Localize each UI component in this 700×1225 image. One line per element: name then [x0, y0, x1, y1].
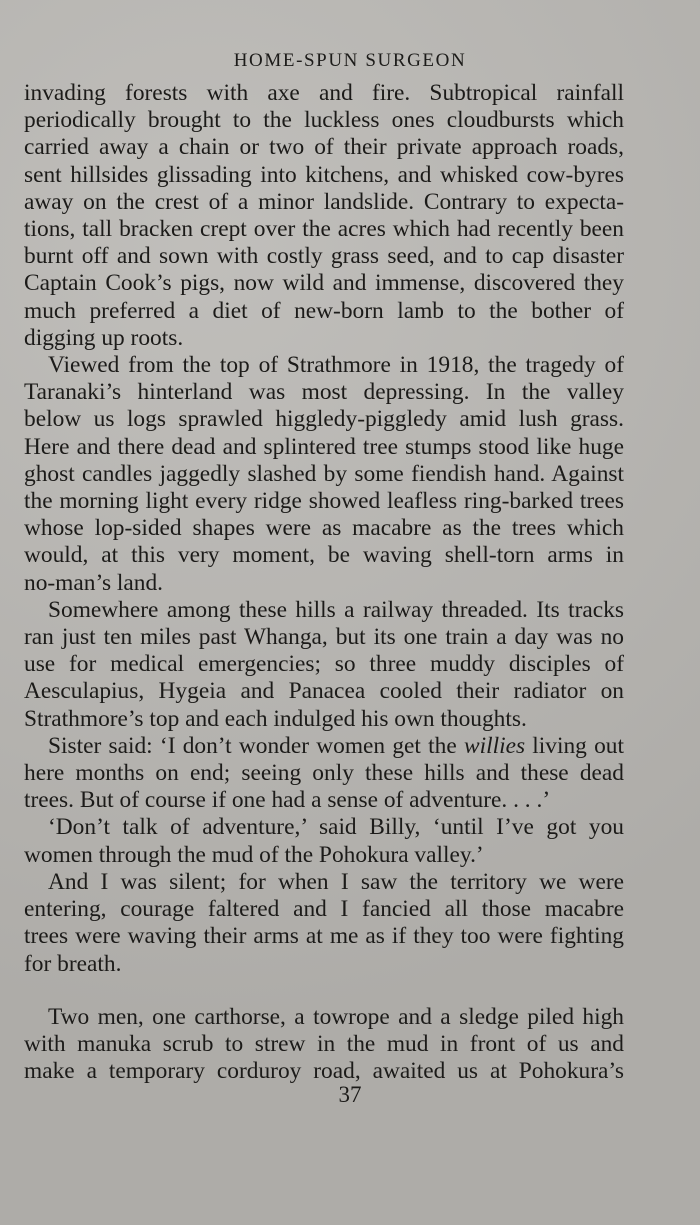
- text-line: sent hillsides glissading into kitchens, and whisked cow-byres: [24, 161, 624, 188]
- text-line: ‘Don’t talk of adventure,’ said Billy, ‘until I’ve got you: [48, 814, 624, 841]
- text-line: away on the crest of a minor landslide. Contrary to expecta-: [24, 188, 624, 215]
- text-line: digging up roots.: [24, 324, 184, 351]
- text-line: Somewhere among these hills a railway threaded. Its tracks: [48, 596, 624, 623]
- text-line: Strathmore’s top and each indulged his own thoughts.: [24, 705, 527, 732]
- text-line: Taranaki’s hinterland was most depressing. In the valley: [24, 379, 624, 406]
- text-line: And I was silent; for when I saw the territory we were: [48, 868, 624, 895]
- text-line: whose lop-sided shapes were as macabre as the trees which: [24, 515, 624, 542]
- text-line: Captain Cook’s pigs, now wild and immense, discovered they: [24, 270, 624, 297]
- text-line: ghost candles jaggedly slashed by some fiendish hand. Against: [24, 460, 624, 487]
- text-line: Two men, one carthorse, a towrope and a sledge piled high: [48, 1003, 624, 1030]
- text-line: Viewed from the top of Strathmore in 1918, the tragedy of: [48, 352, 624, 379]
- running-head: HOME-SPUN SURGEON: [233, 50, 467, 71]
- text-run: Sister said: ‘I don’t wonder women get the: [48, 732, 464, 759]
- text-line: carried away a chain or two of their private approach roads,: [24, 134, 624, 161]
- text-line: make a temporary corduroy road, awaited us at Pohokura’s: [24, 1058, 624, 1085]
- text-line: trees. But of course if one had a sense of adventure. . . .’: [24, 787, 551, 814]
- text-line: tions, tall bracken crept over the acres which had recently been: [24, 216, 624, 243]
- text-line: trees were waving their arms at me as if they too were fighting: [24, 923, 624, 950]
- text-line-sister: [24, 733, 624, 760]
- page-number: 37: [338, 1082, 362, 1107]
- text-line: periodically brought to the luckless ones cloudbursts which: [24, 107, 624, 134]
- text-line: here months on end; seeing only these hills and these dead: [24, 760, 624, 787]
- italic-word: willies: [463, 732, 526, 759]
- text-run: living out: [525, 732, 624, 759]
- section-break: [24, 978, 624, 1004]
- text-line: for breath.: [24, 950, 122, 977]
- text-line: entering, courage faltered and I fancied all those macabre: [24, 896, 624, 923]
- text-line: no-man’s land.: [24, 569, 164, 596]
- text-line: the morning light every ridge showed leafless ring-barked trees: [24, 488, 624, 515]
- text-line: women through the mud of the Pohokura valley.’: [24, 841, 484, 868]
- text-line: Here and there dead and splintered tree stumps stood like huge: [24, 433, 624, 460]
- text-line: burnt off and sown with costly grass seed, and to cap disaster: [24, 243, 624, 270]
- text-line: below us logs sprawled higgledy-piggledy amid lush grass.: [24, 406, 624, 433]
- text-line: invading forests with axe and fire. Subtropical rainfall: [24, 80, 624, 106]
- text-line: with manuka scrub to strew in the mud in front of us and: [24, 1030, 624, 1057]
- text-line: would, at this very moment, be waving shell-torn arms in: [24, 542, 624, 569]
- text-line: Aesculapius, Hygeia and Panacea cooled their radiator on: [24, 678, 624, 705]
- text-line: much preferred a diet of new-born lamb to the bother of: [24, 297, 624, 324]
- body-text: [24, 80, 624, 1085]
- text-line: ran just ten miles past Whanga, but its one train a day was no: [24, 624, 624, 651]
- text-line: use for medical emergencies; so three muddy disciples of: [24, 651, 624, 678]
